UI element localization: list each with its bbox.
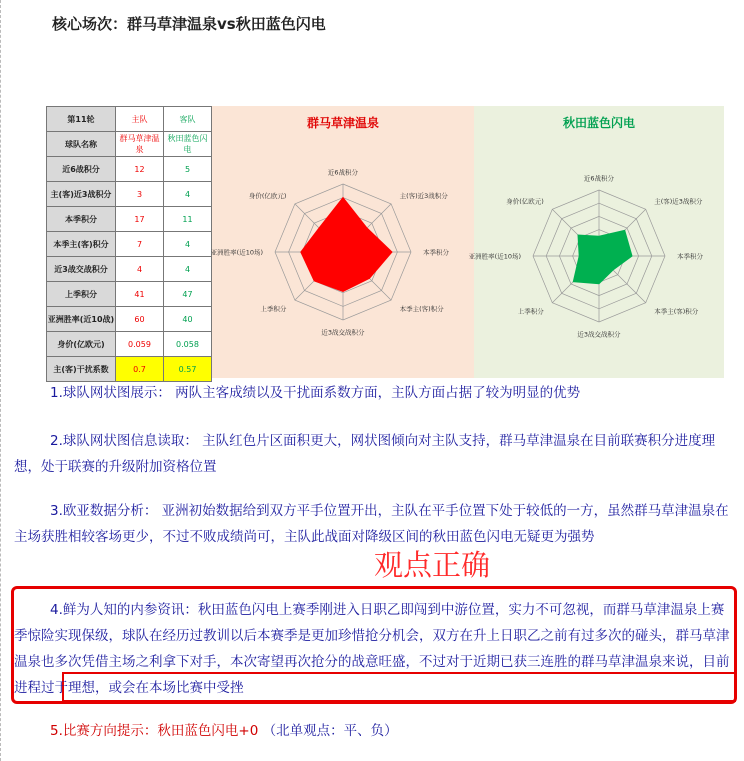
- table-cell-away: 5: [164, 157, 212, 182]
- table-header-row: [47, 107, 212, 132]
- radar-axis-label: 本季主(客)积分: [399, 305, 444, 314]
- away-radar-title: 秋田蓝色闪电: [562, 116, 635, 130]
- table-cell-away: 0.57: [164, 357, 212, 382]
- page-left-border: [0, 0, 2, 761]
- radar-axis-label: 身价(亿欧元): [248, 191, 287, 200]
- radar-axis-label: 上季积分: [260, 305, 287, 314]
- table-cell-home: 7: [116, 232, 164, 257]
- table-row: [47, 157, 212, 182]
- table-cell-home: 41: [116, 282, 164, 307]
- table-cell-home: 0.059: [116, 332, 164, 357]
- home-radar-svg: [212, 106, 474, 378]
- table-cell-away: 4: [164, 182, 212, 207]
- table-cell-label: 主(客)近3战积分: [47, 182, 116, 207]
- table-row: [47, 132, 212, 157]
- paragraph-2-text: 2.球队网状图信息读取： 主队红色片区面积更大，网状图倾向对主队支持，群马草津温泉在目前联赛积分进度理想，处于联赛的升级附加资格位置: [14, 433, 716, 475]
- paragraph-2: [14, 428, 730, 480]
- table-cell-home: 3: [116, 182, 164, 207]
- radar-axis-label: 本季积分: [423, 248, 449, 257]
- radar-data-area: [301, 198, 392, 292]
- radar-data-area: [573, 230, 632, 283]
- opinion-correct-stamp: 观点正确: [374, 548, 491, 582]
- table-cell-home: 0.7: [116, 357, 164, 382]
- radar-axis-label: 上季积分: [517, 307, 544, 316]
- radar-axis-label: 本季主(客)积分: [654, 307, 699, 316]
- radar-axis-label: 主(客)近3战积分: [654, 197, 703, 206]
- home-radar-chart: [212, 106, 474, 378]
- home-radar-title: 群马草津温泉: [306, 116, 379, 130]
- radar-axis-label: 近6战积分: [583, 174, 615, 183]
- radar-axis-label: 近3战交战积分: [321, 328, 365, 337]
- direction-tip: 5.比赛方向提示：秋田蓝色闪电+0: [50, 723, 259, 739]
- paragraph-3: [14, 498, 730, 550]
- radar-axis-label: 本季积分: [677, 252, 703, 261]
- radar-axis-label: 主(客)近3战积分: [399, 191, 448, 200]
- paragraph-5: [14, 718, 730, 744]
- radar-axis-label: 近6战积分: [327, 168, 359, 177]
- table-cell-home: 60: [116, 307, 164, 332]
- table-row: [47, 207, 212, 232]
- table-cell-home: 群马草津温泉: [116, 132, 164, 157]
- table-row: [47, 257, 212, 282]
- table-cell-home: 17: [116, 207, 164, 232]
- analysis-panel: [46, 106, 724, 378]
- away-radar-svg: [468, 106, 724, 378]
- table-header-cell: 主队: [116, 107, 164, 132]
- table-cell-label: 本季主(客)积分: [47, 232, 116, 257]
- paragraph-3-text: 3.欧亚数据分析： 亚洲初始数据给到双方平手位置开出，主队在平手位置下处于较低的一方，虽然群马草津温泉在主场获胜相较客场更少，不过不败成绩尚可，主队此战面对降级区间的秋田蓝色闪电无疑更为强势: [14, 503, 729, 545]
- table-cell-label: 本季积分: [47, 207, 116, 232]
- table-row: [47, 182, 212, 207]
- table-header-cell: 客队: [164, 107, 212, 132]
- table-cell-away: 4: [164, 257, 212, 282]
- table-row: [47, 332, 212, 357]
- table-cell-home: 12: [116, 157, 164, 182]
- paragraph-4: [14, 597, 730, 701]
- radar-axis-label: 近3战交战积分: [577, 330, 621, 339]
- table-cell-away: 40: [164, 307, 212, 332]
- radar-axis-label: 身价(亿欧元): [506, 197, 544, 206]
- stats-table: [46, 106, 212, 382]
- paragraph-1-text: 1.球队网状图展示： 两队主客成绩以及干扰面系数方面，主队方面占据了较为明显的优势: [50, 385, 581, 401]
- table-cell-label: 近3战交战积分: [47, 257, 116, 282]
- table-cell-label: 近6战积分: [47, 157, 116, 182]
- away-radar-chart: [468, 106, 724, 378]
- table-cell-label: 上季积分: [47, 282, 116, 307]
- table-row: [47, 282, 212, 307]
- table-cell-label: 亚洲胜率(近10战): [47, 307, 116, 332]
- table-cell-away: 11: [164, 207, 212, 232]
- table-cell-away: 秋田蓝色闪电: [164, 132, 212, 157]
- table-cell-label: 球队名称: [47, 132, 116, 157]
- table-row: [47, 232, 212, 257]
- table-cell-away: 47: [164, 282, 212, 307]
- table-cell-label: 主(客)干扰系数: [47, 357, 116, 382]
- table-cell-home: 4: [116, 257, 164, 282]
- paragraph-4-text: 4.鲜为人知的内参资讯：秋田蓝色闪电上赛季刚进入日职乙即闯到中游位置，实力不可忽视，而群马草津温泉上赛季惊险实现保级，球队在经历过教训以后本赛季是更加珍惜抢分机会，双方在升上日职乙之前有过多次的碰头，群马草津温泉也多次凭借主场之利拿下对手，本次寄望再次抢分的战意旺盛，不过对于近期已获三连胜的群马草津温泉来说，目前进程过于理想，或会在本场比赛中受挫: [14, 602, 730, 696]
- table-cell-away: 4: [164, 232, 212, 257]
- paragraph-1: [14, 380, 730, 406]
- beidan-opinion: （北单观点：平、负）: [258, 723, 398, 739]
- table-row: [47, 307, 212, 332]
- radar-axis-label: 亚洲胜率(近10场): [210, 248, 263, 257]
- match-heading: 核心场次：群马草津温泉vs秋田蓝色闪电: [52, 15, 326, 33]
- table-header-cell: 第11轮: [47, 107, 116, 132]
- table-cell-label: 身价(亿欧元): [47, 332, 116, 357]
- table-row: [47, 357, 212, 382]
- radar-axis-label: 亚洲胜率(近10场): [468, 252, 521, 261]
- table-cell-away: 0.058: [164, 332, 212, 357]
